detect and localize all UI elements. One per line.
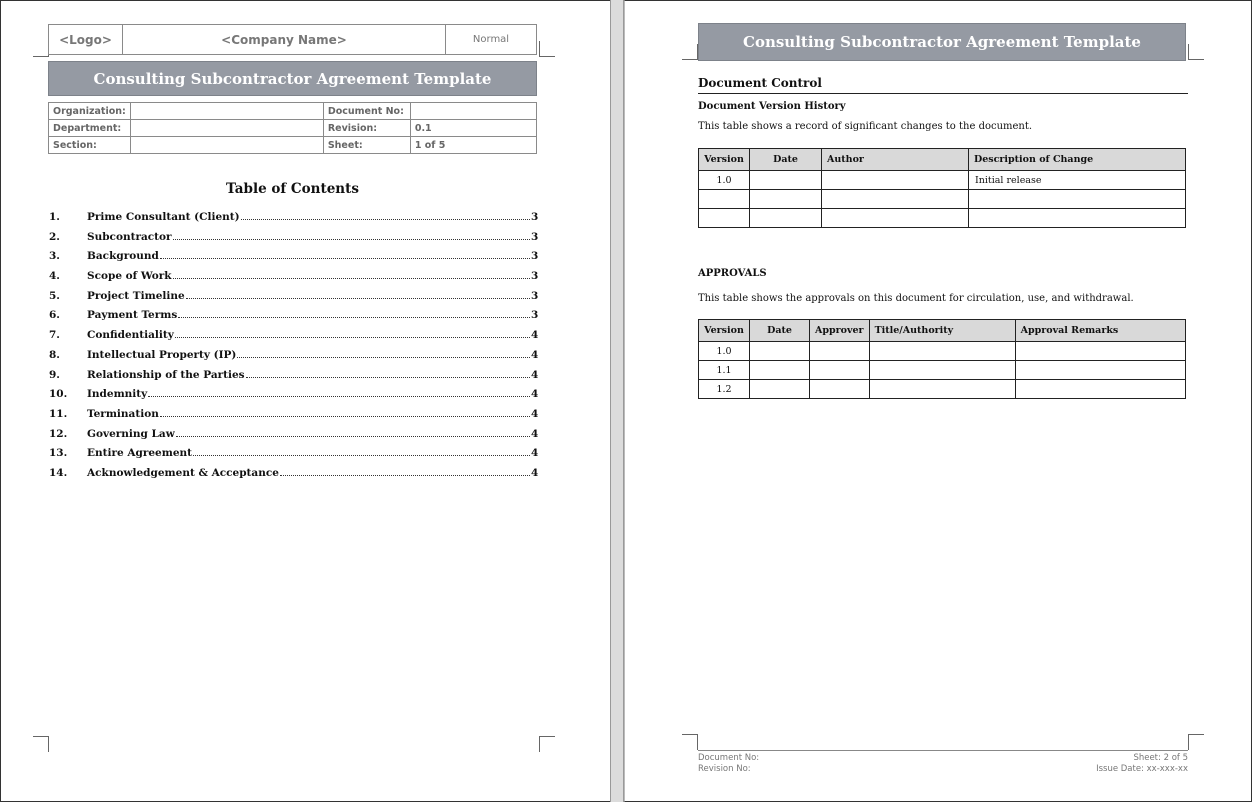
table-cell[interactable]: [969, 190, 1186, 209]
column-header: Version: [699, 149, 750, 171]
toc-leader-dots: [193, 455, 530, 456]
toc-entry-title: Project Timeline: [87, 289, 185, 302]
table-cell[interactable]: [699, 190, 750, 209]
crop-mark: [539, 736, 555, 752]
crop-mark: [682, 734, 698, 750]
document-control-heading: Document Control: [698, 76, 1188, 94]
department-value[interactable]: [130, 120, 323, 137]
toc-entry-number: 1.: [49, 211, 60, 223]
version-history-heading: Document Version History: [698, 101, 846, 112]
toc-entry-page: 3: [531, 270, 539, 283]
toc-entry-number: 12.: [49, 427, 68, 440]
toc-entry-page: 3: [531, 289, 539, 302]
toc-leader-dots: [173, 239, 530, 240]
table-cell[interactable]: 1.0: [699, 342, 750, 361]
toc-entry[interactable]: [49, 231, 537, 251]
table-cell[interactable]: [969, 209, 1186, 228]
table-cell[interactable]: [1015, 380, 1185, 399]
table-of-contents: [49, 211, 537, 487]
approvals-heading: APPROVALS: [698, 268, 767, 279]
table-cell[interactable]: [822, 190, 969, 209]
toc-entry-page: 4: [531, 447, 539, 460]
version-history-table: [698, 148, 1186, 228]
approvals-text: This table shows the approvals on this document for circulation, use, and withdrawal.: [698, 293, 1134, 304]
approvals-table: [698, 319, 1186, 399]
toc-entry[interactable]: [49, 388, 537, 408]
toc-entry-number: 10.: [49, 388, 68, 401]
crop-mark: [682, 44, 698, 60]
toc-entry-title: Indemnity: [87, 388, 148, 401]
column-header: Date: [750, 320, 810, 342]
toc-entry[interactable]: [49, 408, 537, 428]
toc-leader-dots: [160, 258, 530, 259]
toc-entry-page: 3: [531, 250, 539, 263]
revision-value[interactable]: 0.1: [410, 120, 536, 137]
title-banner: Consulting Subcontractor Agreement Template: [698, 23, 1186, 61]
toc-entry[interactable]: [49, 467, 537, 487]
toc-entry-title: Background: [87, 250, 159, 263]
table-cell[interactable]: [810, 342, 870, 361]
toc-entry[interactable]: [49, 309, 537, 329]
toc-entry[interactable]: [49, 329, 537, 349]
table-cell[interactable]: [1015, 342, 1185, 361]
toc-entry-page: 4: [531, 388, 539, 401]
toc-entry-page: 3: [531, 211, 539, 223]
metadata-table: [48, 102, 537, 154]
toc-entry-number: 8.: [49, 348, 60, 361]
table-cell[interactable]: [1015, 361, 1185, 380]
column-header: Date: [750, 149, 822, 171]
table-cell[interactable]: [750, 171, 822, 190]
toc-entry-title: Prime Consultant (Client): [87, 211, 240, 223]
column-header: Approval Remarks: [1015, 320, 1185, 342]
department-label: Department:: [49, 120, 131, 137]
toc-leader-dots: [160, 416, 530, 417]
toc-entry-title: Entire Agreement: [87, 447, 192, 460]
toc-entry[interactable]: [49, 349, 537, 369]
table-cell[interactable]: [750, 361, 810, 380]
toc-leader-dots: [178, 317, 530, 318]
footer-document-no: Document No:: [698, 753, 760, 763]
toc-leader-dots: [280, 475, 530, 476]
table-cell[interactable]: Initial release: [969, 171, 1186, 190]
footer-sheet: Sheet: 2 of 5: [1133, 753, 1188, 763]
toc-leader-dots: [148, 396, 530, 397]
toc-entry-page: 4: [531, 407, 539, 420]
toc-leader-dots: [173, 278, 530, 279]
toc-entry-title: Relationship of the Parties: [87, 368, 245, 381]
revision-label: Revision:: [323, 120, 410, 137]
page-1: [0, 0, 610, 802]
toc-entry-title: Confidentiality: [87, 329, 174, 342]
column-header: Version: [699, 320, 750, 342]
toc-entry-title: Payment Terms: [87, 309, 178, 322]
crop-mark: [1188, 734, 1204, 750]
document-no-value[interactable]: [410, 103, 536, 120]
table-row: [699, 380, 1186, 399]
table-cell[interactable]: [750, 209, 822, 228]
table-cell[interactable]: 1.0: [699, 171, 750, 190]
table-row: [699, 171, 1186, 190]
toc-entry-number: 2.: [49, 230, 60, 243]
table-cell[interactable]: [869, 380, 1015, 399]
table-cell[interactable]: [810, 380, 870, 399]
toc-entry-number: 7.: [49, 329, 60, 342]
toc-entry-page: 4: [531, 329, 539, 342]
section-value[interactable]: [130, 137, 323, 154]
crop-mark: [33, 41, 49, 57]
toc-entry-page: 4: [531, 368, 539, 381]
table-cell[interactable]: 1.1: [699, 361, 750, 380]
toc-entry-number: 5.: [49, 289, 60, 302]
toc-entry-title: Termination: [87, 407, 159, 420]
table-row: [699, 209, 1186, 228]
table-cell[interactable]: [750, 190, 822, 209]
toc-entry-page: 4: [531, 466, 539, 479]
organization-label: Organization:: [49, 103, 131, 120]
crop-mark: [539, 41, 555, 57]
sheet-value: 1 of 5: [410, 137, 536, 154]
logo-placeholder: <Logo>: [49, 25, 123, 54]
toc-entry[interactable]: [49, 428, 537, 448]
table-cell[interactable]: [810, 361, 870, 380]
table-row: [699, 361, 1186, 380]
crop-mark: [1188, 44, 1204, 60]
toc-entry[interactable]: [49, 250, 537, 270]
company-name: <Company Name>: [123, 25, 446, 54]
toc-leader-dots: [246, 377, 530, 378]
document-status: Normal: [472, 34, 510, 45]
footer-issue-date: Issue Date: xx-xxx-xx: [1096, 764, 1188, 774]
crop-mark: [33, 736, 49, 752]
toc-entry-number: 14.: [49, 466, 68, 479]
toc-leader-dots: [237, 357, 530, 358]
page-footer: [698, 750, 1188, 775]
column-header: Approver: [810, 320, 870, 342]
toc-entry-number: 6.: [49, 309, 60, 322]
toc-entry-number: 9.: [49, 368, 60, 381]
toc-entry-title: Subcontractor: [87, 230, 172, 243]
table-cell[interactable]: [822, 171, 969, 190]
toc-entry-page: 3: [531, 230, 539, 243]
sheet-label: Sheet:: [323, 137, 410, 154]
toc-title: Table of Contents: [226, 181, 359, 197]
section-label: Section:: [49, 137, 131, 154]
version-history-text: This table shows a record of significant changes to the document.: [698, 121, 1033, 132]
toc-entry-title: Acknowledgement & Acceptance: [87, 466, 279, 479]
table-row: [699, 190, 1186, 209]
toc-leader-dots: [175, 337, 530, 338]
toc-leader-dots: [241, 219, 530, 220]
document-header: [48, 24, 537, 55]
page-gutter: [610, 0, 624, 802]
organization-value[interactable]: [130, 103, 323, 120]
toc-entry-title: Intellectual Property (IP): [87, 348, 237, 361]
toc-entry-number: 4.: [49, 270, 60, 283]
toc-entry-page: 4: [531, 348, 539, 361]
toc-entry-title: Governing Law: [87, 427, 175, 440]
title-banner: Consulting Subcontractor Agreement Template: [48, 61, 537, 96]
toc-entry[interactable]: [49, 270, 537, 290]
toc-entry-page: 4: [531, 427, 539, 440]
table-cell[interactable]: [869, 342, 1015, 361]
table-cell[interactable]: [750, 380, 810, 399]
table-row: [699, 342, 1186, 361]
toc-entry-number: 11.: [49, 407, 68, 420]
table-cell[interactable]: [869, 361, 1015, 380]
toc-entry-number: 13.: [49, 447, 68, 460]
toc-entry-number: 3.: [49, 250, 60, 263]
toc-leader-dots: [186, 298, 530, 299]
table-cell[interactable]: 1.2: [699, 380, 750, 399]
document-no-label: Document No:: [323, 103, 410, 120]
toc-entry[interactable]: [49, 447, 537, 467]
table-cell[interactable]: [750, 342, 810, 361]
toc-entry[interactable]: [49, 211, 537, 231]
column-header: Description of Change: [969, 149, 1186, 171]
toc-entry[interactable]: [49, 369, 537, 389]
table-cell[interactable]: [822, 209, 969, 228]
toc-entry-page: 3: [531, 309, 539, 322]
toc-leader-dots: [176, 436, 530, 437]
footer-revision-no: Revision No:: [698, 764, 751, 774]
toc-entry-title: Scope of Work: [87, 270, 172, 283]
toc-entry[interactable]: [49, 290, 537, 310]
column-header: Title/Authority: [869, 320, 1015, 342]
table-cell[interactable]: [699, 209, 750, 228]
column-header: Author: [822, 149, 969, 171]
